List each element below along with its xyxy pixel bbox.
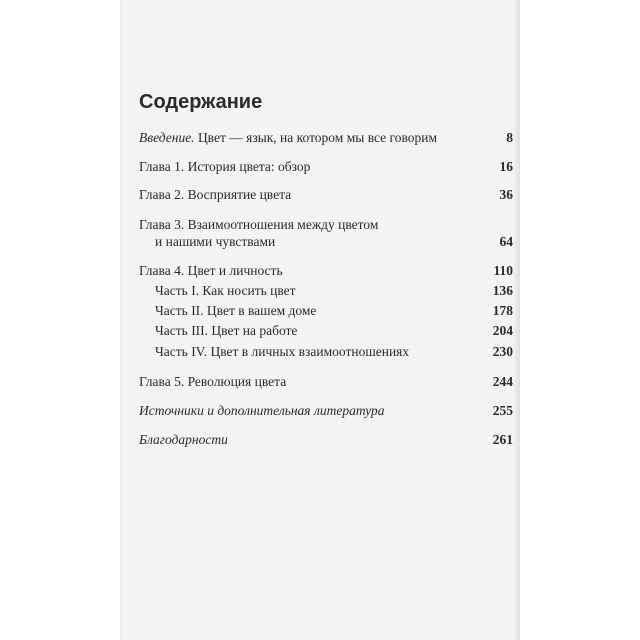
toc-entry-page: 16 bbox=[499, 159, 513, 174]
toc-entry-introduction bbox=[139, 130, 513, 146]
toc-entry-chapter-4 bbox=[139, 263, 513, 279]
toc-entry-label: Глава 2. Восприятие цвета bbox=[139, 187, 292, 202]
toc-entry-label-line1: Глава 3. Взаимоотношения между цветом bbox=[139, 217, 379, 232]
toc-entry-part-1 bbox=[155, 283, 513, 299]
toc-entry-label: Часть IV. Цвет в личных взаимоотношениях bbox=[155, 344, 410, 359]
toc-entry-page: 8 bbox=[506, 130, 513, 145]
toc-entry-acknowledgements bbox=[139, 432, 513, 448]
toc-entry-page: 36 bbox=[499, 187, 513, 202]
toc-entry-label: Источники и дополнительная литература bbox=[139, 403, 385, 418]
toc-entry-page: 204 bbox=[492, 323, 513, 338]
toc-entry-label-italic: Введение. bbox=[139, 130, 195, 145]
toc-entry-label: Глава 5. Революция цвета bbox=[139, 374, 287, 389]
toc-entry-page: 64 bbox=[499, 234, 513, 249]
toc-entry-label-rest: Цвет — язык, на котором мы все говорим bbox=[194, 130, 438, 145]
toc-entry-label: Часть I. Как носить цвет bbox=[155, 283, 296, 298]
toc-entry-page: 136 bbox=[492, 283, 513, 298]
page-edge bbox=[514, 0, 519, 640]
toc-entry-page: 230 bbox=[492, 344, 513, 359]
toc-entry-page: 178 bbox=[492, 303, 513, 318]
toc-entry-part-3 bbox=[155, 323, 513, 339]
toc-entry-label-line2: и нашими чувствами bbox=[155, 234, 276, 249]
toc-entry-chapter-1 bbox=[139, 159, 513, 175]
toc-entry-sources bbox=[139, 403, 513, 419]
toc-entry-page: 261 bbox=[492, 432, 513, 447]
toc-entry-label: Часть III. Цвет на работе bbox=[155, 323, 298, 338]
toc-title: Содержание bbox=[139, 91, 263, 113]
toc-entry-label: Часть II. Цвет в вашем доме bbox=[155, 303, 317, 318]
toc-entry-page: 110 bbox=[493, 263, 513, 278]
toc-entry-label: Глава 4. Цвет и личность bbox=[139, 263, 283, 278]
toc-entry-chapter-5 bbox=[139, 374, 513, 390]
toc-entry-part-4 bbox=[155, 344, 513, 360]
toc-entry-chapter-3 bbox=[139, 217, 513, 251]
toc-entry-label: Благодарности bbox=[139, 432, 228, 447]
toc-entry-page: 244 bbox=[492, 374, 513, 389]
toc-entry-label bbox=[139, 130, 437, 146]
toc-entry-page: 255 bbox=[492, 403, 513, 418]
toc-entry-chapter-2 bbox=[139, 187, 513, 203]
toc-entry-part-2 bbox=[155, 303, 513, 319]
toc-entry-label: Глава 1. История цвета: обзор bbox=[139, 159, 311, 174]
